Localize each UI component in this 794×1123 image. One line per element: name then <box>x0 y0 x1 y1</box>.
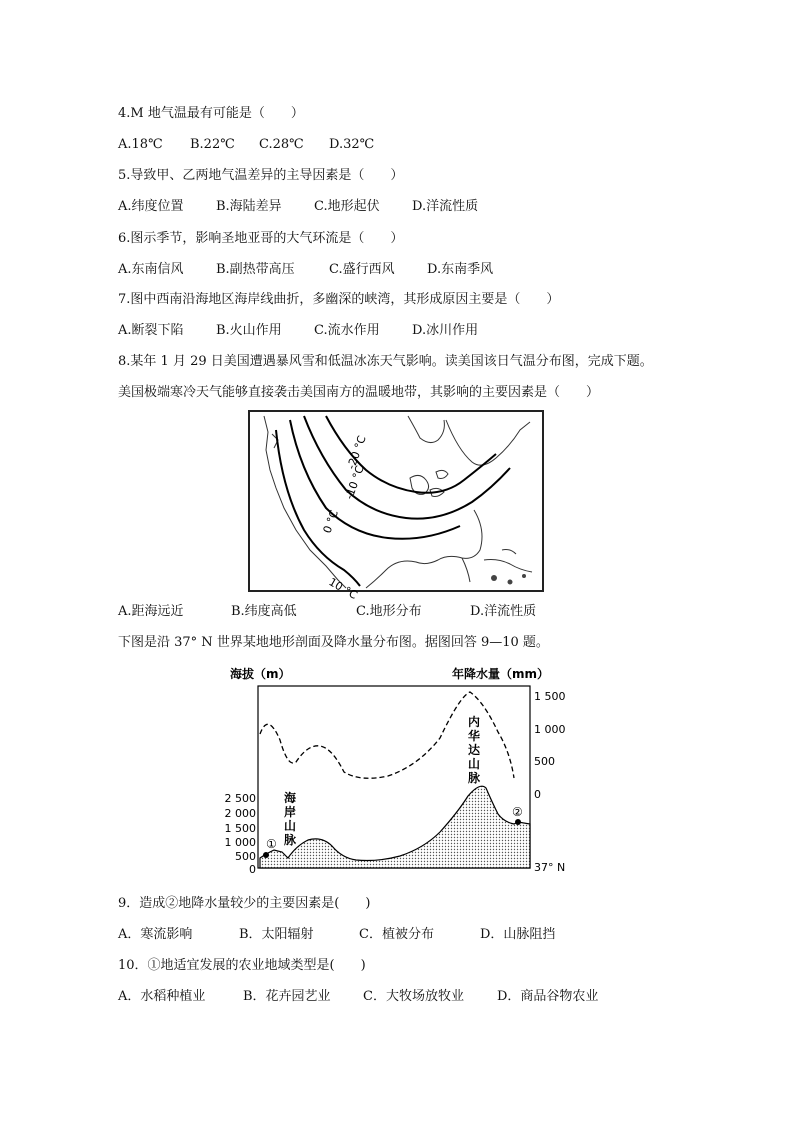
q8-option-b: B.纬度高低 <box>231 604 297 619</box>
usa-temperature-map <box>248 410 544 602</box>
q5-option-d: D.洋流性质 <box>412 199 479 214</box>
point-1-marker <box>263 852 269 858</box>
right-tick-1500: 1 500 <box>534 690 566 703</box>
question-10-stem: 10．①地适宜发展的农业地域类型是( ) <box>118 958 366 973</box>
q5-option-c: C.地形起伏 <box>314 199 380 214</box>
svg-text:脉: 脉 <box>468 771 481 785</box>
q4-option-d: D.32℃ <box>329 137 375 152</box>
q8-option-d: D.洋流性质 <box>470 604 537 619</box>
right-tick-1000: 1 000 <box>534 723 566 736</box>
q5-option-a: A.纬度位置 <box>118 199 184 214</box>
q10-option-d: D．商品谷物农业 <box>497 989 599 1004</box>
map-label-minus-20: -20 °C <box>344 434 369 472</box>
point-1-label: ① <box>266 837 277 851</box>
q10-option-c: C．大牧场放牧业 <box>363 989 464 1004</box>
latitude-label: 37° N <box>534 861 566 874</box>
coast-range-label <box>284 790 297 847</box>
map-label-0: 0 °C <box>320 508 341 536</box>
question-9-stem: 9．造成②地降水量较少的主要因素是( ) <box>118 896 371 911</box>
question-8-stem: 美国极端寒冷天气能够直接袭击美国南方的温暖地带，其影响的主要因素是（ ） <box>118 385 600 400</box>
q9-option-a: A．寒流影响 <box>118 927 193 942</box>
question-6-stem: 6.图示季节，影响圣地亚哥的大气环流是（ ） <box>118 231 404 246</box>
q10-option-b: B．花卉园艺业 <box>243 989 331 1004</box>
svg-text:达: 达 <box>468 743 481 757</box>
question-4-stem: 4.M 地气温最有可能是（ ） <box>118 106 304 121</box>
q10-option-a: A．水稻种植业 <box>118 989 206 1004</box>
left-tick-1000: 1 000 <box>224 836 256 849</box>
q4-option-a: A.18℃ <box>118 137 163 152</box>
q6-option-b: B.副热带高压 <box>216 262 295 277</box>
svg-text:海: 海 <box>284 791 297 805</box>
sierra-nevada-label <box>468 714 481 785</box>
point-2-marker <box>515 819 521 825</box>
left-axis-title: 海拔（m） <box>230 667 291 681</box>
right-tick-0: 0 <box>534 788 541 801</box>
q6-option-d: D.东南季风 <box>427 262 494 277</box>
q8-option-c: C.地形分布 <box>356 604 422 619</box>
right-tick-500: 500 <box>534 755 555 768</box>
svg-text:山: 山 <box>468 757 481 771</box>
svg-text:内: 内 <box>468 715 481 729</box>
left-tick-500: 500 <box>235 850 256 863</box>
q6-option-c: C.盛行西风 <box>329 262 395 277</box>
question-7-stem: 7.图中西南沿海地区海岸线曲折，多幽深的峡湾，其形成原因主要是（ ） <box>118 292 560 307</box>
right-axis-title: 年降水量（mm） <box>452 667 550 681</box>
question-8-intro: 8.某年 1 月 29 日美国遭遇暴风雪和低温冰冻天气影响。读美国该日气温分布图，完成下题。 <box>118 354 653 369</box>
question-5-stem: 5.导致甲、乙两地气温差异的主导因素是（ ） <box>118 168 404 183</box>
svg-text:岸: 岸 <box>284 805 297 819</box>
q4-option-c: C.28℃ <box>259 137 304 152</box>
q4-option-b: B.22℃ <box>190 137 235 152</box>
q7-option-c: C.流水作用 <box>314 323 380 338</box>
terrain-precipitation-profile <box>224 662 580 876</box>
left-tick-1500: 1 500 <box>224 822 256 835</box>
q7-option-b: B.火山作用 <box>216 323 282 338</box>
terrain-profile <box>260 786 530 868</box>
q5-option-b: B.海陆差异 <box>216 199 282 214</box>
q7-option-a: A.断裂下陷 <box>118 323 184 338</box>
q6-option-a: A.东南信风 <box>118 262 184 277</box>
svg-text:脉: 脉 <box>284 833 297 847</box>
map-label-10: 10 °C <box>326 575 360 602</box>
left-tick-2500: 2 500 <box>224 792 256 805</box>
point-2-label: ② <box>512 805 523 819</box>
left-tick-2000: 2 000 <box>224 807 256 820</box>
left-tick-0: 0 <box>249 863 256 876</box>
q7-option-d: D.冰川作用 <box>412 323 479 338</box>
q9-option-c: C．植被分布 <box>359 927 434 942</box>
svg-text:山: 山 <box>284 819 297 833</box>
q9-option-b: B．太阳辐射 <box>239 927 314 942</box>
svg-text:华: 华 <box>468 729 481 743</box>
q9-option-d: D．山脉阻挡 <box>480 927 556 942</box>
map-label-minus-10: -10 °C <box>342 464 367 502</box>
q8-option-a: A.距海远近 <box>118 604 184 619</box>
profile-intro: 下图是沿 37° N 世界某地地形剖面及降水量分布图。据图回答 9—10 题。 <box>118 635 549 650</box>
